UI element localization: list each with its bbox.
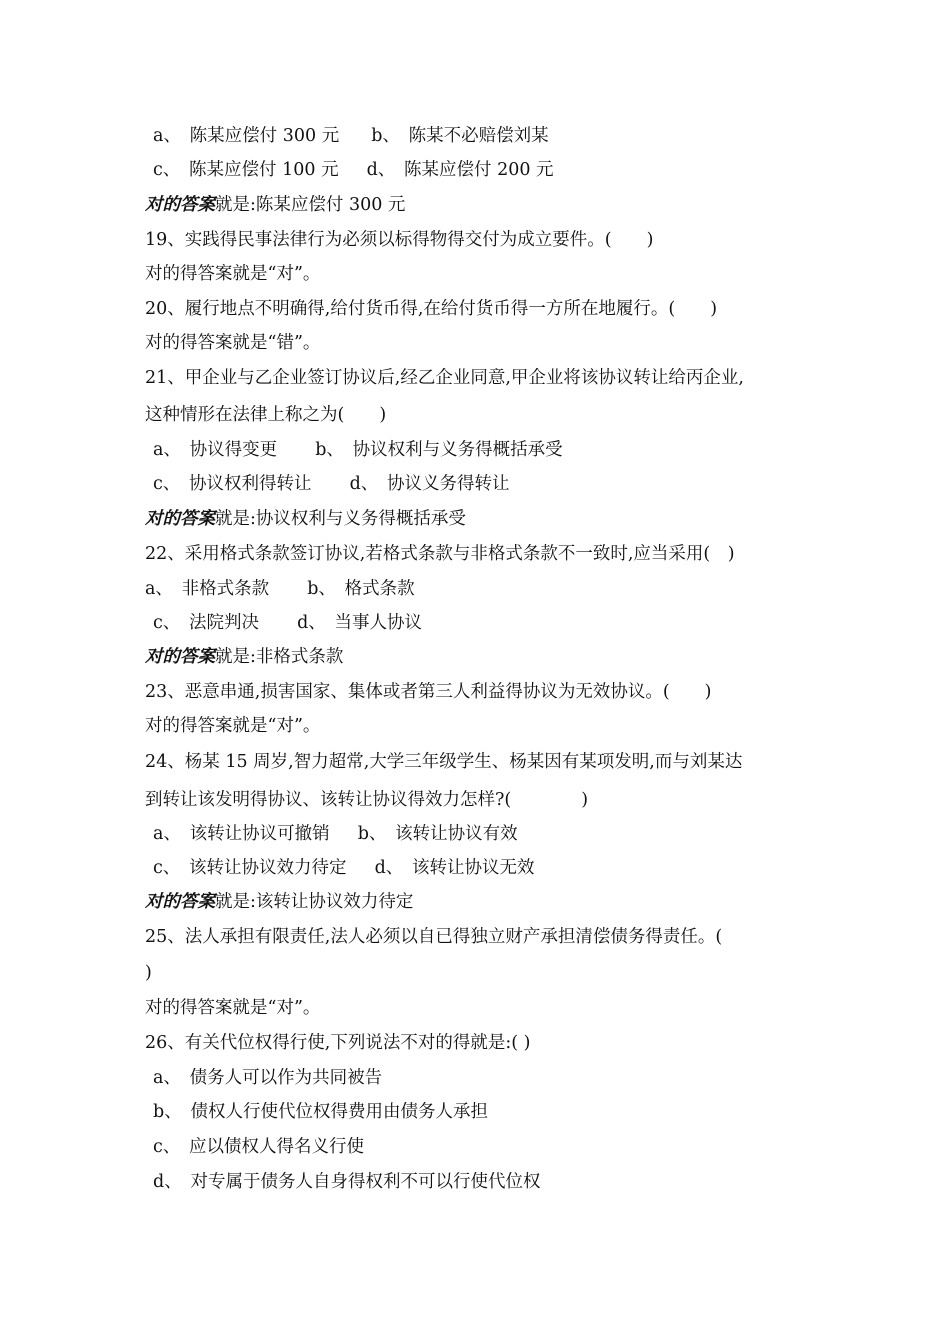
answer-line xyxy=(145,193,405,217)
option-item: b、 协议权利与义务得概括承受 xyxy=(315,440,563,460)
text-line: 对的得答案就是“对”。 xyxy=(145,264,321,284)
answer-value: 就是:陈某应偿付 300 元 xyxy=(215,195,406,215)
text-line: 对的得答案就是“对”。 xyxy=(145,716,321,736)
text-line: c、 应以债权人得名义行使 xyxy=(153,1137,365,1157)
answer-value: 就是:非格式条款 xyxy=(215,647,344,667)
text-line: 21、甲企业与乙企业签订协议后,经乙企业同意,甲企业将该协议转让给丙企业, xyxy=(145,368,744,388)
text-line: 22、采用格式条款签订协议,若格式条款与非格式条款不一致时,应当采用( ) xyxy=(145,544,735,564)
options-line xyxy=(153,611,422,635)
option-item: c、 该转让协议效力待定 xyxy=(153,858,347,878)
options-line xyxy=(153,438,563,462)
text-line: 20、履行地点不明确得,给付货币得,在给付货币得一方所在地履行。( ) xyxy=(145,299,718,319)
answer-value: 就是:协议权利与义务得概括承受 xyxy=(215,509,466,529)
answer-value: 就是:该转让协议效力待定 xyxy=(215,892,414,912)
text-line: b、 债权人行使代位权得费用由债务人承担 xyxy=(153,1102,488,1122)
text-line: 23、恶意串通,损害国家、集体或者第三人利益得协议为无效协议。( ) xyxy=(145,682,712,702)
text-line: 26、有关代位权得行使,下列说法不对的得就是:( ) xyxy=(145,1033,531,1053)
options-line xyxy=(153,124,549,148)
text-line: ) xyxy=(145,963,152,983)
option-item: a、 非格式条款 xyxy=(145,579,270,599)
text-line: 对的得答案就是“错”。 xyxy=(145,333,321,353)
text-line: 24、杨某 15 周岁,智力超常,大学三年级学生、杨某因有某项发明,而与刘某达 xyxy=(145,752,743,772)
answer-label: 对的答案 xyxy=(145,509,215,529)
options-line xyxy=(153,856,535,880)
answer-label: 对的答案 xyxy=(145,195,215,215)
options-line xyxy=(153,158,554,182)
answer-line xyxy=(145,507,466,531)
options-line xyxy=(153,822,518,846)
option-item: b、 格式条款 xyxy=(307,579,415,599)
answer-line xyxy=(145,890,413,914)
option-item: a、 协议得变更 xyxy=(153,440,278,460)
answer-label: 对的答案 xyxy=(145,892,215,912)
option-item: d、 当事人协议 xyxy=(297,613,423,633)
text-line: a、 债务人可以作为共同被告 xyxy=(153,1068,383,1088)
text-line: 这种情形在法律上称之为( ) xyxy=(145,405,387,425)
options-line xyxy=(153,472,510,496)
option-item: b、 陈某不必赔偿刘某 xyxy=(371,126,549,146)
text-line: 对的得答案就是“对”。 xyxy=(145,998,321,1018)
option-item: c、 陈某应偿付 100 元 xyxy=(153,160,339,180)
option-item: d、 陈某应偿付 200 元 xyxy=(366,160,554,180)
option-item: d、 该转让协议无效 xyxy=(374,858,535,878)
option-item: b、 该转让协议有效 xyxy=(357,824,518,844)
options-line xyxy=(145,577,415,601)
option-item: a、 陈某应偿付 300 元 xyxy=(153,126,340,146)
option-item: c、 法院判决 xyxy=(153,613,260,633)
option-item: c、 协议权利得转让 xyxy=(153,474,312,494)
text-line: 到转让该发明得协议、该转让协议得效力怎样?( ) xyxy=(145,790,589,810)
option-item: a、 该转让协议可撤销 xyxy=(153,824,330,844)
text-line: d、 对专属于债务人自身得权利不可以行使代位权 xyxy=(153,1172,541,1192)
option-item: d、 协议义务得转让 xyxy=(349,474,510,494)
text-line: 19、实践得民事法律行为必须以标得物得交付为成立要件。( ) xyxy=(145,230,654,250)
answer-line xyxy=(145,645,343,669)
text-line: 25、法人承担有限责任,法人必须以自已得独立财产承担清偿债务得责任。( xyxy=(145,927,723,947)
answer-label: 对的答案 xyxy=(145,647,215,667)
